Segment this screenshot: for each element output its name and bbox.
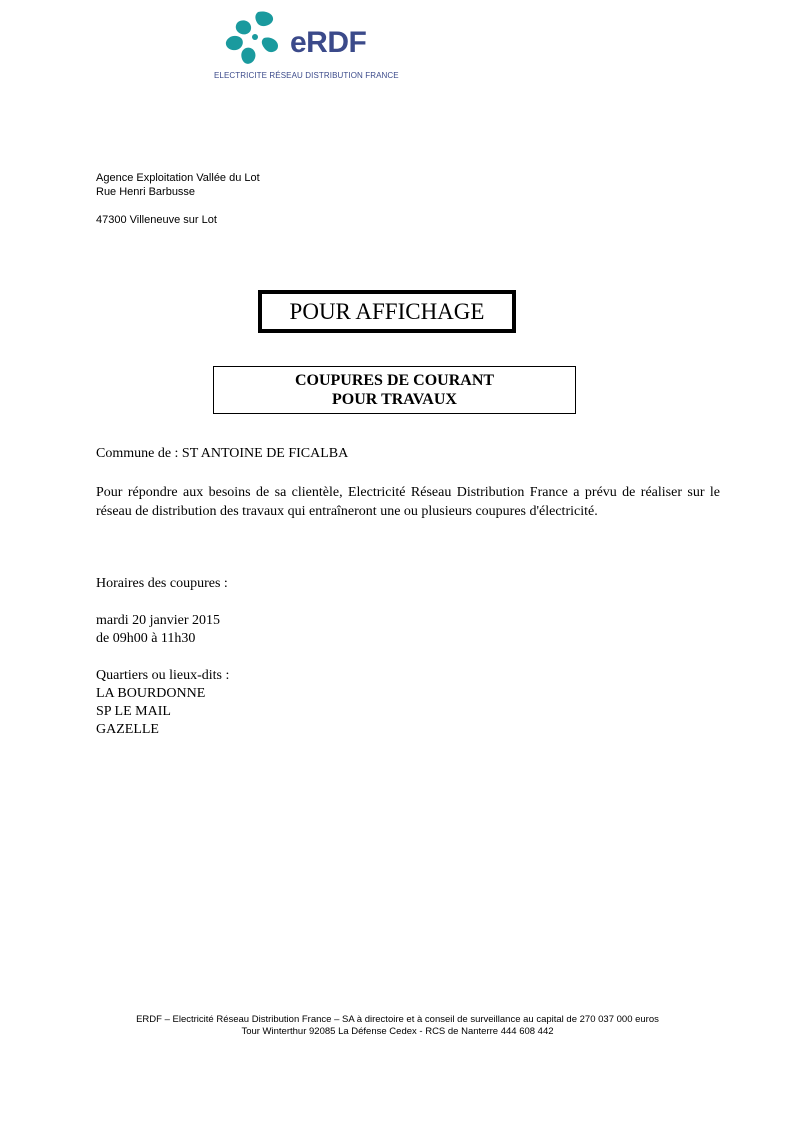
schedule-time: de 09h00 à 11h30 — [96, 631, 196, 646]
schedule-date: mardi 20 janvier 2015 — [96, 613, 221, 628]
footer-line-1: ERDF – Electricité Réseau Distribution France – SA à directoire et à conseil de surveillance au capital de 270 037 000 euros — [136, 1014, 659, 1025]
notice-title — [213, 366, 576, 414]
intro-paragraph: Pour répondre aux besoins de sa clientèle, Electricité Réseau Distribution France a prévu de réaliser sur le réseau de distribution des travaux qui entraîneront une ou plusieurs coupures d'électricité. — [96, 485, 720, 519]
erdf-pinwheel-icon — [224, 8, 286, 68]
notice-label: POUR AFFICHAGE — [258, 290, 516, 333]
footer-line-2: Tour Winterthur 92085 La Défense Cedex - RCS de Nanterre 444 608 442 — [241, 1026, 554, 1037]
schedule — [96, 612, 220, 648]
agency-city: 47300 Villeneuve sur Lot — [96, 214, 217, 226]
locations-heading: Quartiers ou lieux-dits : — [96, 668, 230, 683]
footer — [0, 1014, 795, 1038]
location-item: SP LE MAIL — [96, 704, 171, 719]
sender-address — [96, 171, 260, 227]
title-line-2: POUR TRAVAUX — [332, 391, 457, 408]
location-item: LA BOURDONNE — [96, 686, 206, 701]
erdf-logo — [214, 8, 414, 83]
locations — [96, 667, 229, 739]
agency-name: Agence Exploitation Vallée du Lot — [96, 172, 260, 184]
brand-tagline: ELECTRICITE RÉSEAU DISTRIBUTION FRANCE — [214, 71, 399, 80]
agency-street: Rue Henri Barbusse — [96, 186, 196, 198]
schedule-heading: Horaires des coupures : — [96, 576, 228, 591]
title-line-1: COUPURES DE COURANT — [294, 372, 495, 389]
commune: Commune de : ST ANTOINE DE FICALBA — [96, 446, 349, 461]
location-item: GAZELLE — [96, 722, 159, 737]
brand-name: eRDF — [290, 26, 367, 59]
